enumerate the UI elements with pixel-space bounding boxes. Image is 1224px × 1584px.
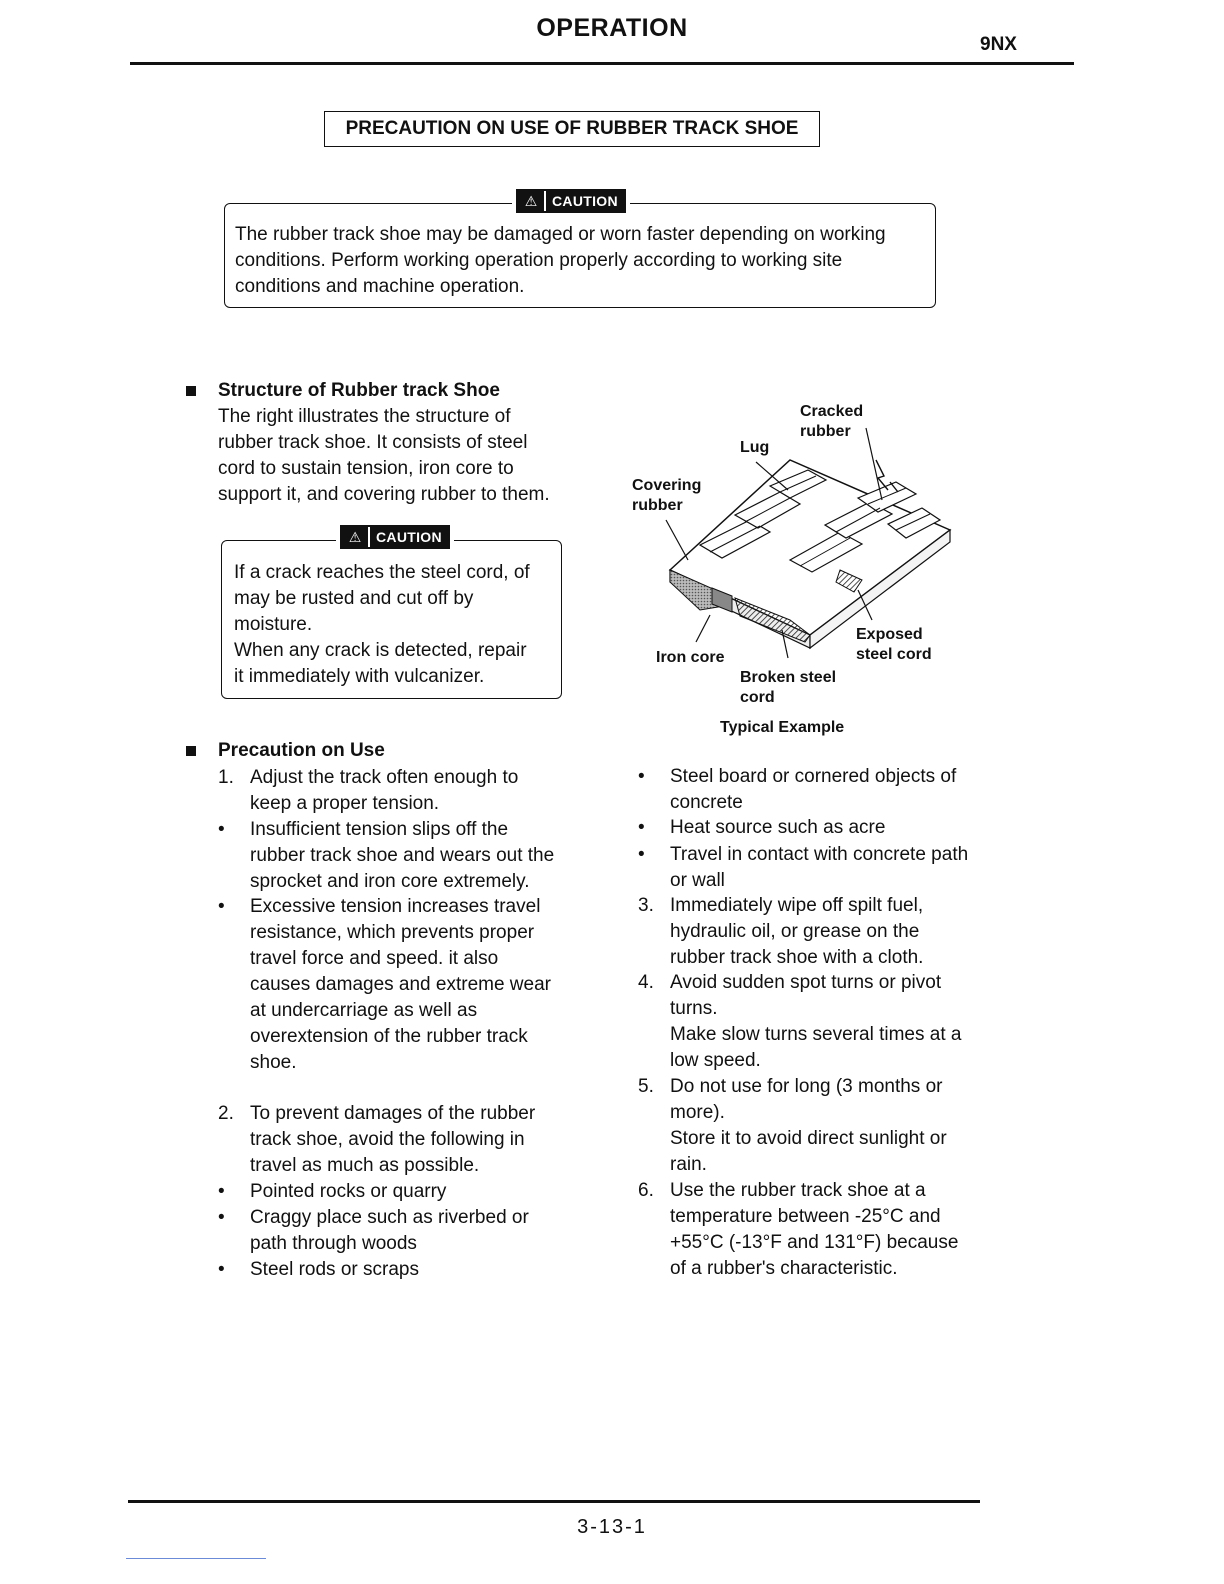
list-item (218, 1205, 564, 1257)
caution-badge-structure: ⚠ CAUTION (336, 525, 454, 549)
list-marker: 6. (638, 1180, 654, 1201)
list-item-line: +55°C (-13°F and 131°F) because (670, 1232, 959, 1253)
caution-badge-main: ⚠ CAUTION (512, 189, 630, 213)
figure-label-iron-core: Iron core (656, 649, 725, 666)
list-item (638, 764, 982, 816)
list-marker: • (638, 844, 645, 865)
list-item (218, 765, 564, 817)
figure-label-broken-steel-cord: Broken steel cord (740, 669, 837, 706)
caution-structure-line-3: moisture. (234, 614, 313, 635)
list-item (218, 817, 564, 895)
page-number: 3-13-1 (577, 1516, 647, 1538)
list-marker: • (218, 819, 225, 840)
structure-line-4: support it, and covering rubber to them. (218, 484, 550, 505)
list-item-line: Steel board or cornered objects of (670, 766, 957, 787)
list-item-line: Use the rubber track shoe at a (670, 1180, 926, 1201)
caution-main-line-1: The rubber track shoe may be damaged or worn faster depending on working (235, 224, 886, 245)
list-item-line: Craggy place such as riverbed or (250, 1207, 529, 1228)
list-item-line: sprocket and iron core extremely. (250, 871, 530, 892)
list-item (638, 815, 982, 841)
list-item-line: Do not use for long (3 months or (670, 1076, 943, 1097)
warning-triangle-icon: ⚠ (342, 527, 368, 547)
caution-structure-line-5: it immediately with vulcanizer. (234, 666, 485, 687)
footer-rule (128, 1500, 980, 1503)
list-item-line: rain. (670, 1154, 707, 1175)
list-item-line: Heat source such as acre (670, 817, 886, 838)
list-item-line: of a rubber's characteristic. (670, 1258, 898, 1279)
list-item-line: concrete (670, 792, 743, 813)
caution-structure-line-4: When any crack is detected, repair (234, 640, 527, 661)
caution-structure-line-1: If a crack reaches the steel cord, of (234, 562, 530, 583)
scan-artifact-line (126, 1558, 266, 1559)
list-item (218, 1257, 564, 1283)
list-item (218, 1101, 564, 1179)
list-marker: • (218, 1259, 225, 1280)
list-item-line: path through woods (250, 1233, 417, 1254)
list-item-line: Immediately wipe off spilt fuel, (670, 895, 924, 916)
list-marker: 2. (218, 1103, 234, 1124)
list-marker: 4. (638, 972, 654, 993)
list-item-line: Avoid sudden spot turns or pivot (670, 972, 942, 993)
list-item-line: causes damages and extreme wear (250, 974, 551, 995)
list-item-line: hydraulic oil, or grease on the (670, 921, 920, 942)
list-item (218, 894, 564, 1076)
list-item-line: keep a proper tension. (250, 793, 440, 814)
list-item-line: Excessive tension increases travel (250, 896, 541, 917)
figure-label-lug: Lug (740, 439, 770, 456)
list-item-line: overextension of the rubber track (250, 1026, 528, 1047)
structure-line-1: The right illustrates the structure of (218, 406, 511, 427)
figure-label-exposed-steel-cord: Exposed steel cord (856, 626, 932, 663)
header-rule (130, 62, 1074, 65)
list-item-line: or wall (670, 870, 725, 891)
list-item-line: travel force and speed. it also (250, 948, 499, 969)
warning-triangle-icon: ⚠ (518, 191, 544, 211)
list-marker: • (218, 896, 225, 917)
list-marker: 5. (638, 1076, 654, 1097)
list-marker: 1. (218, 767, 234, 788)
list-item-line: track shoe, avoid the following in (250, 1129, 525, 1150)
caution-structure-line-2: may be rusted and cut off by (234, 588, 474, 609)
list-item (638, 893, 982, 971)
list-item-line: Pointed rocks or quarry (250, 1181, 447, 1202)
list-item-line: Steel rods or scraps (250, 1259, 419, 1280)
section-title-box (324, 111, 820, 147)
list-item-line: travel as much as possible. (250, 1155, 480, 1176)
list-marker: • (218, 1181, 225, 1202)
model-code: 9NX (980, 34, 1017, 55)
figure-label-covering-rubber: Covering rubber (632, 477, 702, 514)
list-item (638, 842, 982, 894)
structure-heading: Structure of Rubber track Shoe (218, 380, 500, 401)
caution-main-line-3: conditions and machine operation. (235, 276, 525, 297)
figure-label-cracked-rubber: Cracked rubber (800, 403, 864, 440)
list-item (638, 1074, 982, 1178)
list-marker: • (638, 817, 645, 838)
list-item-line: low speed. (670, 1050, 761, 1071)
list-item-line: rubber track shoe and wears out the (250, 845, 555, 866)
list-marker: • (218, 1207, 225, 1228)
structure-line-3: cord to sustain tension, iron core to (218, 458, 514, 479)
list-item-line: Make slow turns several times at a (670, 1024, 962, 1045)
precaution-heading: Precaution on Use (218, 740, 385, 761)
page-header-title: OPERATION (536, 14, 688, 42)
list-item-line: Adjust the track often enough to (250, 767, 519, 788)
list-item (218, 1179, 564, 1205)
list-item-line: resistance, which prevents proper (250, 922, 535, 943)
list-item (638, 970, 982, 1074)
list-item-line: Travel in contact with concrete path (670, 844, 969, 865)
section-bullet (186, 746, 196, 756)
list-item (638, 1178, 982, 1282)
list-item-line: rubber track shoe with a cloth. (670, 947, 924, 968)
list-item-line: turns. (670, 998, 718, 1019)
list-item-line: Insufficient tension slips off the (250, 819, 509, 840)
list-item-line: temperature between -25°C and (670, 1206, 941, 1227)
list-marker: 3. (638, 895, 654, 916)
figure-caption: Typical Example (720, 719, 845, 736)
section-bullet (186, 386, 196, 396)
list-item-line: To prevent damages of the rubber (250, 1103, 536, 1124)
list-marker: • (638, 766, 645, 787)
structure-line-2: rubber track shoe. It consists of steel (218, 432, 528, 453)
rubber-track-illustration (640, 420, 960, 660)
list-item-line: at undercarriage as well as (250, 1000, 478, 1021)
list-item-line: shoe. (250, 1052, 297, 1073)
list-item-line: more). (670, 1102, 725, 1123)
list-item-line: Store it to avoid direct sunlight or (670, 1128, 947, 1149)
section-title: PRECAUTION ON USE OF RUBBER TRACK SHOE (345, 118, 799, 139)
caution-main-line-2: conditions. Perform working operation properly according to working site (235, 250, 843, 271)
